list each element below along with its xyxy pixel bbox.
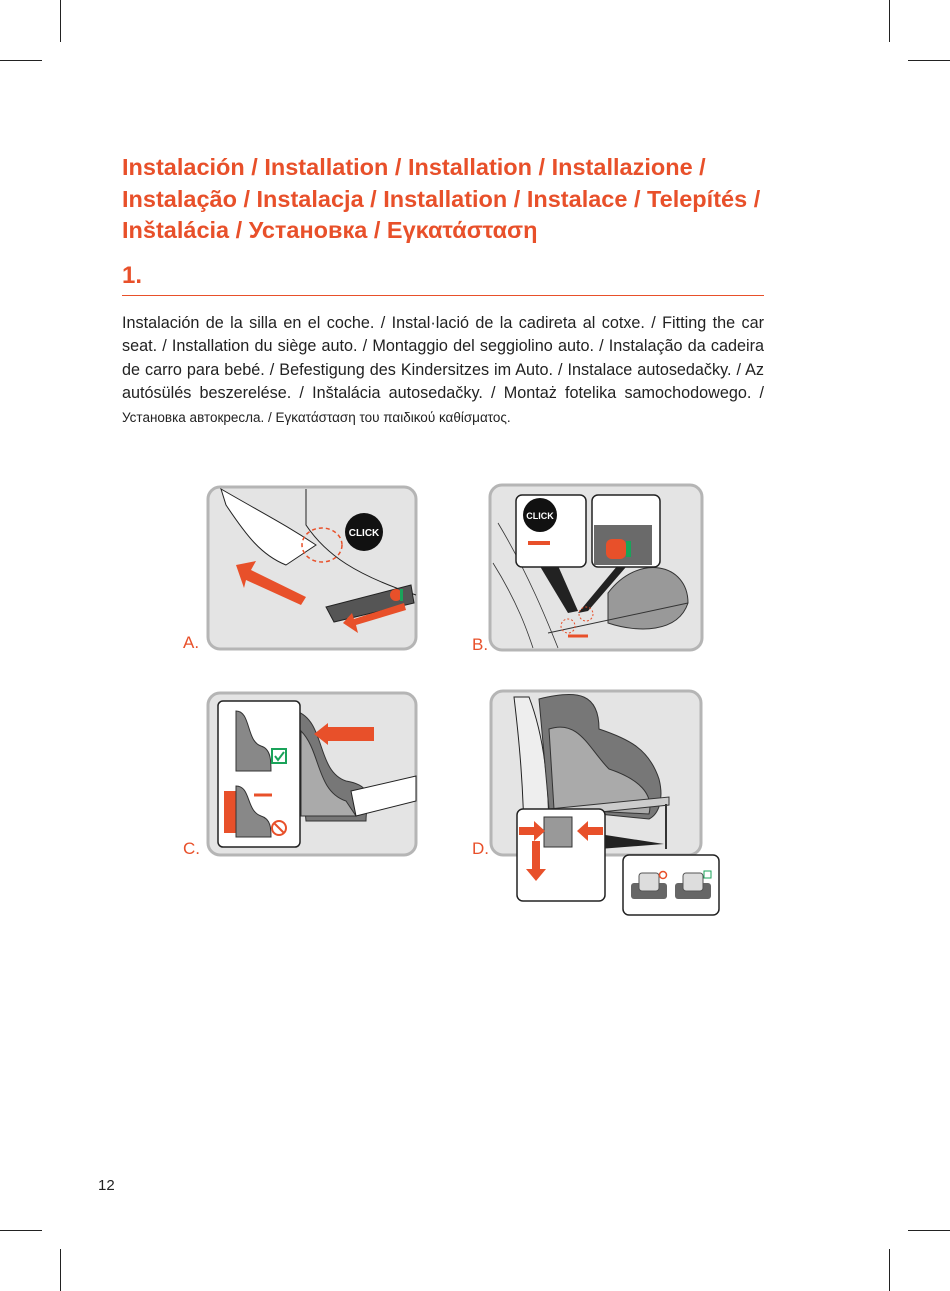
illustrations — [122, 483, 764, 923]
crop-mark — [889, 0, 890, 42]
title-line: Inštalácia / Установка / Εγκατάσταση — [122, 217, 538, 243]
illustration-a — [206, 485, 420, 653]
illustration-b — [488, 483, 706, 653]
click-badge: CLICK — [348, 528, 380, 539]
title-line: Instalación / Installation / Installation / Installazione / — [122, 154, 706, 180]
title-line: Instalação / Instalacja / Installation / Instalace / Telepítés / — [122, 185, 761, 212]
page-content — [122, 152, 764, 923]
description-text: Instalación de la silla en el coche. / Instal·lació de la cadireta al cotxe. / Fitting the car seat. / Installation du siège auto. / Montaggio del seggiolino auto. / Instalação da cadeira de carro para bebé. / Befestigung des Kindersitzes im Auto. / Instalace autosedačky. / Az autósülés beszerelése. / Inštalácia autosedačky. / Montaż fotelika samochodowego. / — [122, 313, 764, 402]
page-number: 12 — [98, 1177, 115, 1194]
crop-mark — [0, 60, 42, 61]
illustration-d — [489, 689, 723, 919]
divider — [122, 295, 764, 296]
crop-mark — [908, 1230, 950, 1231]
panel-label-b: B. — [472, 635, 489, 654]
step-description — [122, 312, 764, 430]
panel-label-a: A. — [183, 633, 200, 652]
click-badge: CLICK — [526, 511, 554, 521]
step-number: 1. — [122, 261, 143, 289]
panel-label-d: D. — [472, 839, 489, 858]
illustration-c — [206, 691, 420, 859]
panel-label-c: C. — [183, 839, 200, 858]
crop-mark — [908, 60, 950, 61]
crop-mark — [60, 1249, 61, 1291]
section-title — [122, 152, 764, 247]
crop-mark — [889, 1249, 890, 1291]
crop-mark — [0, 1230, 42, 1231]
description-text-ru-el: Установка автокресла. / Εγκατάσταση του παιδικού καθίσματος. — [122, 409, 511, 425]
crop-mark — [60, 0, 61, 42]
